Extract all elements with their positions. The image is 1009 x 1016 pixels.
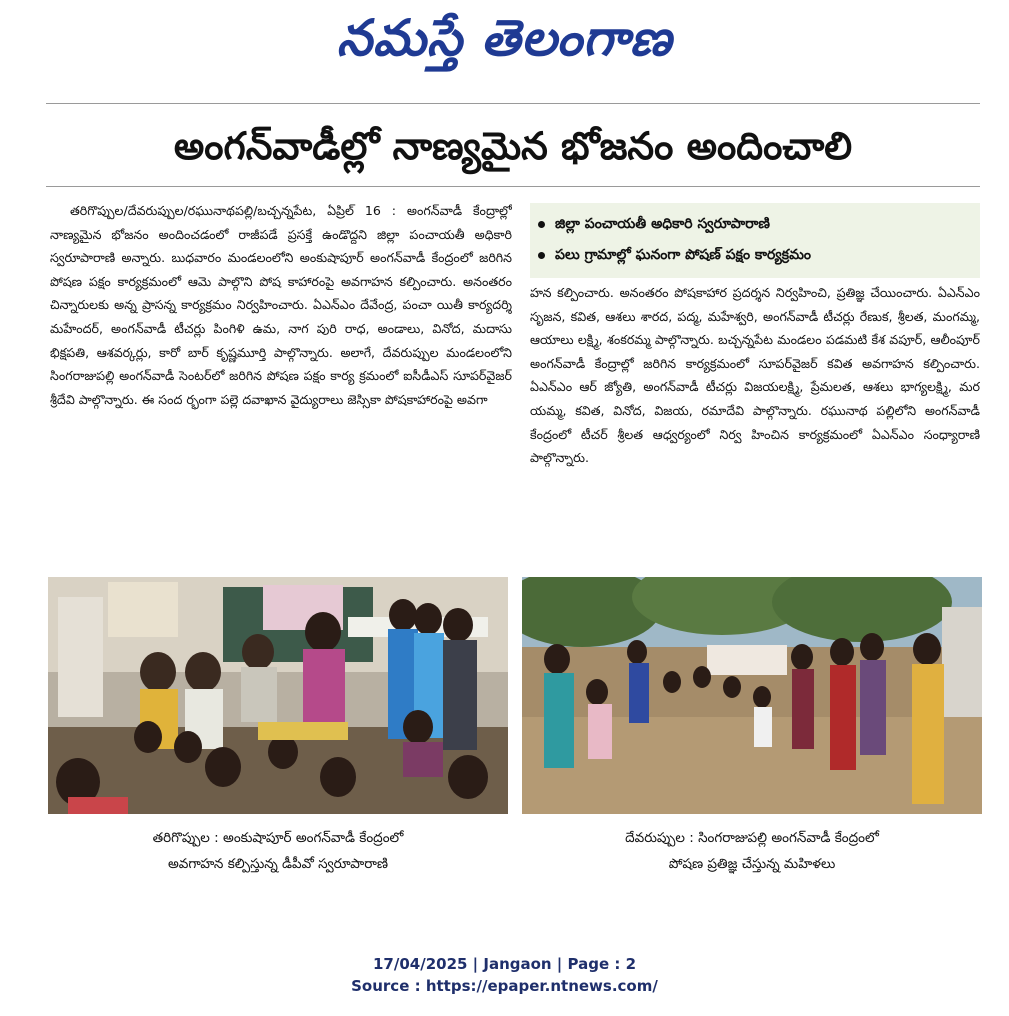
caption-line: దేవరుప్పుల : సింగరాజుపల్లి అంగన్‌వాడీ కేంద్రంలో: [625, 830, 879, 846]
highlight-item: [538, 209, 980, 240]
article-headline: అంగన్‌వాడీల్లో నాణ్యమైన భోజనం అందించాలి: [173, 124, 853, 168]
caption-line: అవగాహన కల్పిస్తున్న డీపీవో స్వరూపారాణి: [167, 856, 389, 872]
newspaper-masthead: నమస్తే తెలంగాణ: [336, 9, 673, 67]
caption-line: పోషణ ప్రతిజ్ఞ చేస్తున్న మహిళలు: [668, 856, 836, 872]
footer-date-edition-page: 17/04/2025 | Jangaon | Page : 2: [372, 955, 637, 973]
footer-source-link[interactable]: Source : https://epaper.ntnews.com/: [351, 977, 658, 995]
article-body-left-column: [50, 199, 512, 571]
article-body-left-text: తరిగొప్పుల/దేవరుప్పుల/రఘునాథపల్లి/బచ్చన్నపేట, ఏప్రిల్ 16 : అంగన్‌వాడీ కేంద్రాల్లో నాణ్యమైన భోజనం అందించడంలో రాజీపడే ప్రసక్తే ఉండొద్దని జిల్లా పంచాయతీ అధికారి స్వరూపారాణి అన్నారు. బుధవారం మండలంలోని అంకుషాపూర్ అంగన్‌వాడీ కేంద్రంలో జరిగిన పోషణ పక్షం కార్యక్రమంలో ఆమె పాల్గొని పోష కాహారంపై అవగాహన కల్పించారు. అనంతరం చిన్నారులకు అన్న ప్రాసన్న కార్యక్రమం నిర్వహించారు. ఏఎన్ఎం దేవేంద్ర, పంచా యితీ కార్యదర్శి మహేందర్, అంగన్‌వాడీ టీచర్లు పింగిళి ఉమ, నాగ పురి రాధ, అండాలు, వినోద, మదాసు భిక్షపతి, ఆశవర్కర్లు, కారో బార్ కృష్ణమూర్తి పాల్గొన్నారు. అలాగే, దేవరుప్పుల మండలంలోని సింగరాజుపల్లి అంగన్‌వాడీ సెంటర్‌లో జరిగిన పోషణ పక్షం కార్య క్రమంలో ఐసీడీఎస్ సూపర్‌వైజర్ శ్రీదేవి పాల్గొన్నారు. ఈ సంద ర్భంగా పల్లె దవాఖాన వైద్యురాలు జెస్సికా పోషకాహారంపై అవగా: [50, 203, 512, 407]
masthead-divider: [46, 103, 980, 104]
bullet-icon: [538, 221, 545, 228]
article-body-right-column: [530, 281, 980, 566]
headline-divider: [46, 186, 980, 187]
classroom-photo-illustration: [48, 577, 508, 814]
highlight-item: [538, 240, 980, 271]
article-highlights-box: [530, 203, 980, 278]
bullet-icon: [538, 252, 545, 259]
highlight-text: జిల్లా పంచాయతీ అధికారి స్వరూపారాణి: [555, 216, 770, 232]
photo-nutrition-pledge-outdoor: [522, 577, 982, 814]
pledge-photo-illustration: [522, 577, 982, 814]
photo-caption-left: [48, 825, 508, 877]
highlight-text: పలు గ్రామాల్లో ఘనంగా పోషణ్ పక్షం కార్యక్రమం: [555, 247, 811, 263]
photo-anganwadi-classroom: [48, 577, 508, 814]
photo-caption-right: [522, 825, 982, 877]
caption-line: తరిగొప్పుల : అంకుషాపూర్ అంగన్‌వాడీ కేంద్రంలో: [152, 830, 404, 846]
article-body-right-text: హన కల్పించారు. అనంతరం పోషకాహార ప్రదర్శన నిర్వహించి, ప్రతిజ్ఞ చేయించారు. ఏఎన్ఎం సృజన, కవిత, ఆశలు శారద, పద్మ, మహేశ్వరి, అంగన్‌వాడీ టీచర్లు రేణుక, శ్రీలత, మంగమ్మ, ఆయాలు లక్ష్మి, శంకరమ్మ పాల్గొన్నారు. బచ్చన్నపేట మండలం పడమటి కేశ వపూర్, ఆలీంపూర్ అంగన్‌వాడీ కేంద్రాల్లో జరిగిన కార్యక్రమంలో సూపర్‌వైజర్ కవిత అవగాహన కల్పించారు. ఏఎన్ఎం ఆర్ జ్యోతి, అంగన్‌వాడీ టీచర్లు విజయలక్ష్మి, ప్రేమలత, ఆశలు భాగ్యలక్ష్మి, మర యమ్మ, కవిత, వినోద, విజయ, రమాదేవి పాల్గొన్నారు. రఘునాథ పల్లిలోని అంగన్‌వాడీ కేంద్రంలో టీచర్ శ్రీలత ఆధ్వర్యంలో నిర్వ హించిన కార్యక్రమంలో ఏఎన్ఎం సంధ్యారాణి పాల్గొన్నారు.: [530, 285, 980, 466]
